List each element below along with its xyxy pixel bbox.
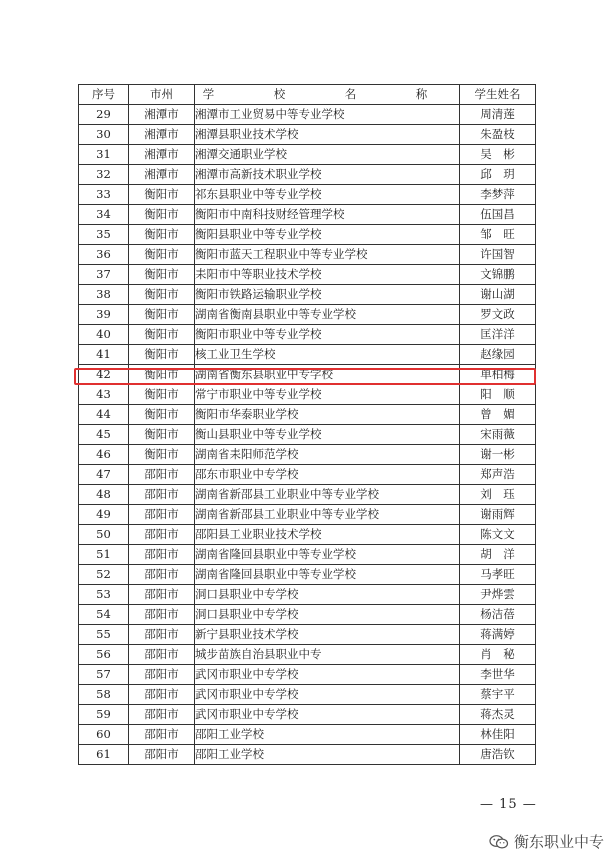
row-number: 33 — [79, 185, 129, 205]
row-city: 衡阳市 — [129, 445, 195, 465]
row-school: 邵阳工业学校 — [195, 745, 460, 765]
row-school: 湖南省隆回县职业中等专业学校 — [195, 545, 460, 565]
table-row — [79, 705, 536, 725]
row-city: 邵阳市 — [129, 565, 195, 585]
row-school: 武冈市职业中专学校 — [195, 705, 460, 725]
row-student: 刘 珏 — [460, 485, 536, 505]
row-student: 马孝旺 — [460, 565, 536, 585]
table-row — [79, 165, 536, 185]
table-row — [79, 105, 536, 125]
row-city: 衡阳市 — [129, 385, 195, 405]
row-number: 48 — [79, 485, 129, 505]
row-city: 衡阳市 — [129, 285, 195, 305]
watermark — [489, 831, 604, 852]
row-school: 核工业卫生学校 — [195, 345, 460, 365]
row-student: 曾 媚 — [460, 405, 536, 425]
table-row — [79, 505, 536, 525]
row-number: 46 — [79, 445, 129, 465]
table-row — [79, 645, 536, 665]
table-row — [79, 225, 536, 245]
row-number: 36 — [79, 245, 129, 265]
row-school: 衡山县职业中等专业学校 — [195, 425, 460, 445]
row-student: 周清莲 — [460, 105, 536, 125]
row-number: 32 — [79, 165, 129, 185]
row-city: 湘潭市 — [129, 125, 195, 145]
table-row — [79, 685, 536, 705]
table-row — [79, 305, 536, 325]
row-city: 衡阳市 — [129, 365, 195, 385]
row-city: 邵阳市 — [129, 525, 195, 545]
row-number: 55 — [79, 625, 129, 645]
table-row — [79, 745, 536, 765]
row-school: 新宁县职业技术学校 — [195, 625, 460, 645]
row-city: 邵阳市 — [129, 465, 195, 485]
table-header-row — [79, 85, 536, 105]
table-row — [79, 525, 536, 545]
row-number: 53 — [79, 585, 129, 605]
row-number: 61 — [79, 745, 129, 765]
row-city: 邵阳市 — [129, 665, 195, 685]
row-city: 湘潭市 — [129, 105, 195, 125]
row-number: 40 — [79, 325, 129, 345]
row-student: 胡 洋 — [460, 545, 536, 565]
row-school: 湖南省衡南县职业中等专业学校 — [195, 305, 460, 325]
row-student: 伍国昌 — [460, 205, 536, 225]
row-student: 宋雨薇 — [460, 425, 536, 445]
table-row — [79, 465, 536, 485]
row-student: 邹 旺 — [460, 225, 536, 245]
header-index: 序号 — [79, 85, 129, 105]
row-school: 湖南省隆回县职业中等专业学校 — [195, 565, 460, 585]
row-school: 衡阳市铁路运输职业学校 — [195, 285, 460, 305]
row-school: 湖南省衡东县职业中专学校 — [195, 365, 460, 385]
row-city: 邵阳市 — [129, 725, 195, 745]
row-school: 衡阳市华泰职业学校 — [195, 405, 460, 425]
row-student: 杨洁蓓 — [460, 605, 536, 625]
row-number: 34 — [79, 205, 129, 225]
row-city: 衡阳市 — [129, 325, 195, 345]
row-city: 邵阳市 — [129, 485, 195, 505]
table-row — [79, 325, 536, 345]
row-school: 武冈市职业中专学校 — [195, 665, 460, 685]
row-number: 58 — [79, 685, 129, 705]
row-school: 邵阳县工业职业技术学校 — [195, 525, 460, 545]
table-body — [79, 105, 536, 765]
row-school: 洞口县职业中专学校 — [195, 605, 460, 625]
table-row — [79, 725, 536, 745]
row-school: 湘潭市高新技术职业学校 — [195, 165, 460, 185]
table-row — [79, 205, 536, 225]
row-school: 衡阳县职业中等专业学校 — [195, 225, 460, 245]
row-student: 谢一彬 — [460, 445, 536, 465]
row-number: 59 — [79, 705, 129, 725]
table-row — [79, 625, 536, 645]
row-city: 衡阳市 — [129, 425, 195, 445]
row-city: 邵阳市 — [129, 745, 195, 765]
table-row — [79, 585, 536, 605]
row-school: 湖南省新邵县工业职业中等专业学校 — [195, 485, 460, 505]
row-number: 31 — [79, 145, 129, 165]
table-row — [79, 605, 536, 625]
row-school: 湖南省新邵县工业职业中等专业学校 — [195, 505, 460, 525]
row-student: 阳 顺 — [460, 385, 536, 405]
row-school: 衡阳市中南科技财经管理学校 — [195, 205, 460, 225]
row-number: 38 — [79, 285, 129, 305]
table-row — [79, 365, 536, 385]
table-row — [79, 185, 536, 205]
row-number: 52 — [79, 565, 129, 585]
row-city: 湘潭市 — [129, 145, 195, 165]
wechat-icon — [489, 834, 509, 850]
row-city: 邵阳市 — [129, 585, 195, 605]
row-student: 匡洋洋 — [460, 325, 536, 345]
row-school: 城步苗族自治县职业中专 — [195, 645, 460, 665]
row-number: 57 — [79, 665, 129, 685]
header-student: 学生姓名 — [460, 85, 536, 105]
row-school: 衡阳市职业中等专业学校 — [195, 325, 460, 345]
row-school: 耒阳市中等职业技术学校 — [195, 265, 460, 285]
row-city: 衡阳市 — [129, 305, 195, 325]
row-school: 湘潭市工业贸易中等专业学校 — [195, 105, 460, 125]
row-student: 李世华 — [460, 665, 536, 685]
row-student: 尹烨雲 — [460, 585, 536, 605]
row-number: 50 — [79, 525, 129, 545]
row-school: 湘潭交通职业学校 — [195, 145, 460, 165]
row-school: 邵阳工业学校 — [195, 725, 460, 745]
row-school: 祁东县职业中等专业学校 — [195, 185, 460, 205]
row-student: 吴 彬 — [460, 145, 536, 165]
row-city: 邵阳市 — [129, 605, 195, 625]
row-student: 蔡宇平 — [460, 685, 536, 705]
table-row — [79, 485, 536, 505]
row-city: 邵阳市 — [129, 705, 195, 725]
row-number: 29 — [79, 105, 129, 125]
row-student: 谢雨辉 — [460, 505, 536, 525]
row-student: 唐浩钦 — [460, 745, 536, 765]
row-number: 37 — [79, 265, 129, 285]
table-row — [79, 345, 536, 365]
row-student: 许国智 — [460, 245, 536, 265]
row-number: 35 — [79, 225, 129, 245]
row-number: 39 — [79, 305, 129, 325]
row-city: 邵阳市 — [129, 685, 195, 705]
row-city: 衡阳市 — [129, 225, 195, 245]
row-school: 衡阳市蓝天工程职业中等专业学校 — [195, 245, 460, 265]
row-city: 邵阳市 — [129, 545, 195, 565]
row-school: 常宁市职业中等专业学校 — [195, 385, 460, 405]
table-row — [79, 385, 536, 405]
row-number: 41 — [79, 345, 129, 365]
table-row — [79, 405, 536, 425]
row-number: 49 — [79, 505, 129, 525]
row-number: 44 — [79, 405, 129, 425]
table-row — [79, 265, 536, 285]
row-student: 单柏梅 — [460, 365, 536, 385]
table-row — [79, 565, 536, 585]
row-number: 43 — [79, 385, 129, 405]
row-student: 肖 秘 — [460, 645, 536, 665]
row-number: 54 — [79, 605, 129, 625]
table-row — [79, 665, 536, 685]
row-city: 衡阳市 — [129, 245, 195, 265]
row-student: 李梦萍 — [460, 185, 536, 205]
table-row — [79, 145, 536, 165]
row-number: 42 — [79, 365, 129, 385]
row-student: 蒋杰灵 — [460, 705, 536, 725]
page-number: — 15 — — [480, 797, 537, 812]
row-student: 林佳阳 — [460, 725, 536, 745]
table-row — [79, 425, 536, 445]
table-row — [79, 285, 536, 305]
row-city: 衡阳市 — [129, 185, 195, 205]
row-city: 衡阳市 — [129, 405, 195, 425]
table-row — [79, 125, 536, 145]
row-school: 湖南省耒阳师范学校 — [195, 445, 460, 465]
row-school: 邵东市职业中专学校 — [195, 465, 460, 485]
row-city: 邵阳市 — [129, 625, 195, 645]
row-city: 衡阳市 — [129, 265, 195, 285]
table-row — [79, 245, 536, 265]
row-student: 邱 玥 — [460, 165, 536, 185]
row-number: 56 — [79, 645, 129, 665]
row-city: 衡阳市 — [129, 205, 195, 225]
header-city: 市州 — [129, 85, 195, 105]
row-student: 文锦鹏 — [460, 265, 536, 285]
row-number: 47 — [79, 465, 129, 485]
row-student: 赵缘园 — [460, 345, 536, 365]
row-city: 邵阳市 — [129, 645, 195, 665]
student-roster-table — [78, 84, 536, 765]
row-student: 陈文文 — [460, 525, 536, 545]
row-city: 衡阳市 — [129, 345, 195, 365]
row-student: 蒋满婷 — [460, 625, 536, 645]
row-number: 51 — [79, 545, 129, 565]
table-row — [79, 545, 536, 565]
row-city: 邵阳市 — [129, 505, 195, 525]
header-school: 学 校 名 称 — [195, 85, 460, 105]
row-number: 45 — [79, 425, 129, 445]
row-school: 洞口县职业中专学校 — [195, 585, 460, 605]
row-student: 朱盈枝 — [460, 125, 536, 145]
watermark-text: 衡东职业中专 — [513, 833, 604, 851]
table-row — [79, 445, 536, 465]
row-number: 60 — [79, 725, 129, 745]
row-student: 郑声浩 — [460, 465, 536, 485]
row-city: 湘潭市 — [129, 165, 195, 185]
row-number: 30 — [79, 125, 129, 145]
row-student: 罗文政 — [460, 305, 536, 325]
row-school: 武冈市职业中专学校 — [195, 685, 460, 705]
row-student: 谢山湖 — [460, 285, 536, 305]
row-school: 湘潭县职业技术学校 — [195, 125, 460, 145]
